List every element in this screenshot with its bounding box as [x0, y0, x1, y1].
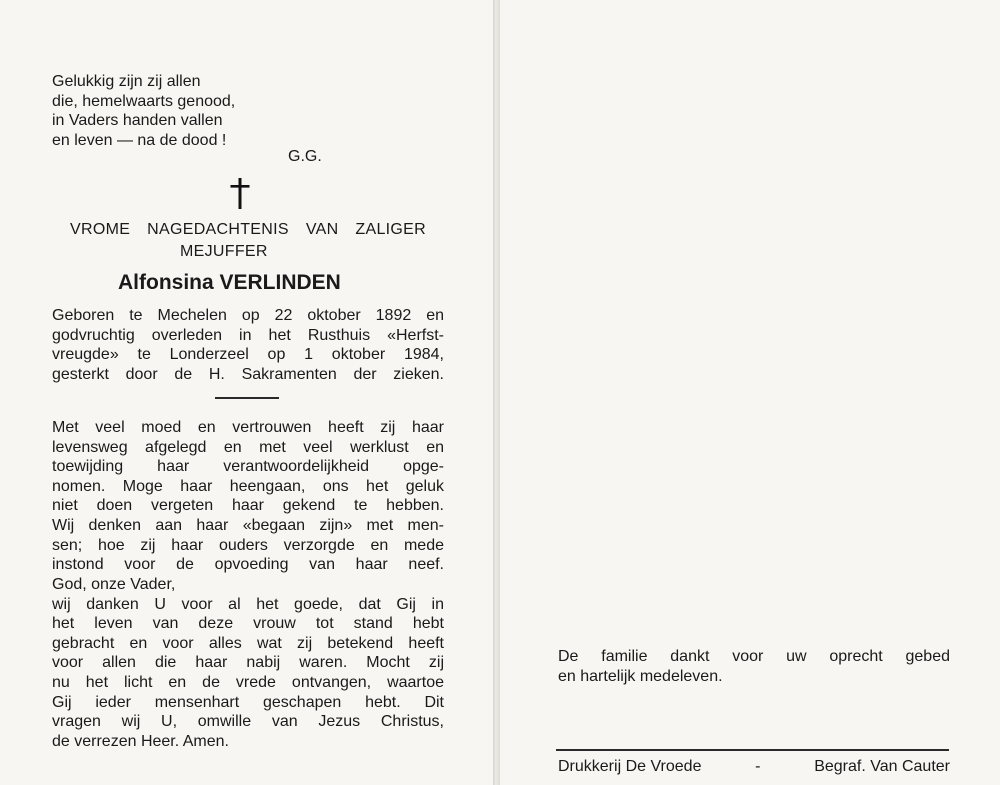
footer-rule [556, 749, 949, 751]
thanks-line: De familie dankt voor uw oprecht gebed [558, 648, 950, 665]
cross-icon [228, 176, 252, 210]
prayer-line: voor allen die haar nabij waren. Mocht zij [52, 654, 444, 672]
memorial-title: VROME NAGEDACHTENIS VAN ZALIGER [70, 221, 426, 238]
deceased-name: Alfonsina VERLINDEN [118, 271, 341, 294]
bio-line: godvruchtig overleden in het Rusthuis «Herfst- [52, 326, 444, 344]
left-page [0, 0, 493, 785]
section-divider [215, 397, 279, 399]
biography [52, 306, 444, 384]
bio-line: Geboren te Mechelen op 22 oktober 1892 en [52, 307, 444, 324]
card-fold [493, 0, 500, 785]
prayer-line: wij danken U voor al het goede, dat Gij in [52, 595, 444, 613]
prayer-line: nu het licht en de vrede ontvangen, waartoe [52, 673, 444, 691]
prayer-line: God, onze Vader, [52, 576, 176, 593]
prayer-line: vragen wij U, omwille van Jezus Christus, [52, 713, 444, 731]
memorial-heading [70, 220, 426, 239]
tribute-line: sen; hoe zij haar ouders verzorgde en mede [52, 536, 444, 554]
poem-signature: G.G. [288, 148, 322, 165]
footer-separator: - [755, 758, 761, 775]
poem-line: in Vaders handen vallen [52, 112, 223, 129]
poem-line: die, hemelwaarts genood, [52, 92, 236, 110]
thanks-line: en hartelijk medeleven. [558, 668, 723, 685]
tribute-line: instond voor de opvoeding van haar neef. [52, 556, 444, 574]
footer [558, 758, 950, 776]
tribute-line: levensweg afgelegd en met veel werklust en [52, 438, 444, 456]
tribute-line: Met veel moed en vertrouwen heeft zij haar [52, 419, 444, 436]
prayer-text [52, 575, 444, 751]
tribute-line: toewijding haar verantwoordelijkheid opge- [52, 458, 444, 476]
prayer-line: het leven van deze vrouw tot stand hebt [52, 615, 444, 633]
prayer-line: gebracht en voor alles wat zij betekend heeft [52, 634, 444, 652]
undertaker-name: Begraf. Van Cauter [814, 758, 950, 775]
printer-name: Drukkerij De Vroede [558, 758, 702, 775]
bio-line: vreugde» te Londerzeel op 1 oktober 1984, [52, 346, 444, 364]
prayer-line: de verrezen Heer. Amen. [52, 732, 229, 750]
bio-line: gesterkt door de H. Sakramenten der zieken. [52, 365, 444, 383]
poem-line: Gelukkig zijn zij allen [52, 73, 201, 90]
tribute-text [52, 418, 444, 575]
poem [52, 72, 235, 150]
tribute-line: Wij denken aan haar «begaan zijn» met men- [52, 516, 444, 534]
prayer-line: Gij ieder mensenhart geschapen hebt. Dit [52, 693, 444, 711]
family-thanks [558, 647, 950, 687]
memorial-subtitle: MEJUFFER [180, 243, 268, 260]
tribute-line: nomen. Moge haar heengaan, ons het geluk [52, 477, 444, 495]
tribute-line: niet doen vergeten haar gekend te hebben. [52, 497, 444, 515]
poem-line: en leven — na de dood ! [52, 131, 227, 149]
